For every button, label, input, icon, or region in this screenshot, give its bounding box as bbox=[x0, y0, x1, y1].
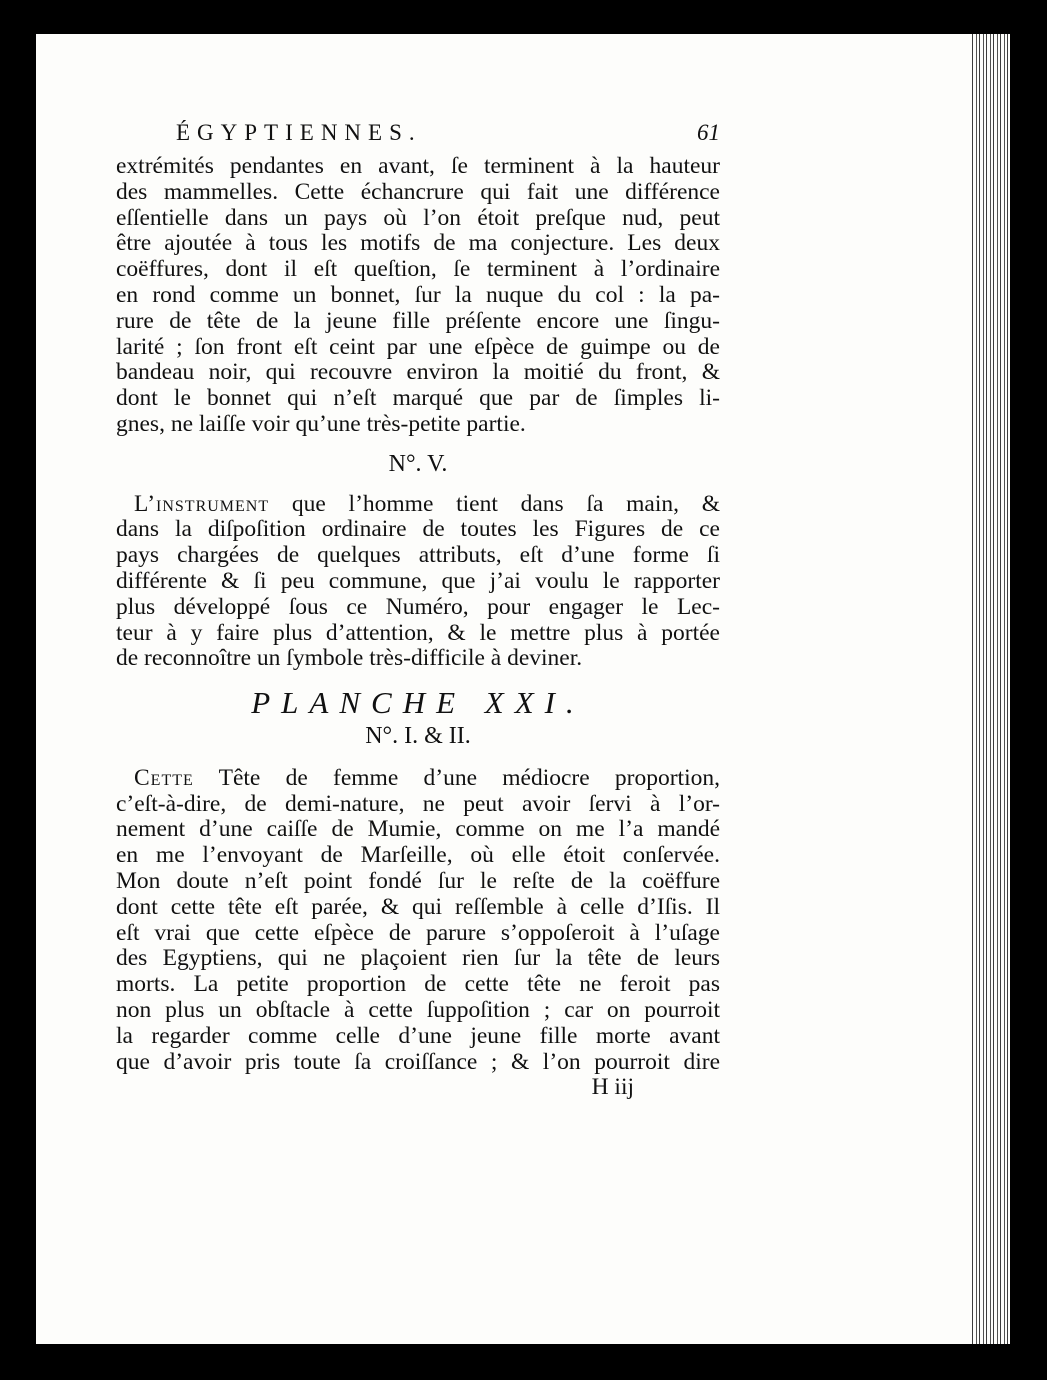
page-edge-shadow bbox=[970, 34, 1010, 1344]
page-number: 61 bbox=[697, 120, 720, 145]
text-line: teur à y faire plus d’attention, & le mettre plus à portée bbox=[116, 619, 720, 646]
section-heading-no1-2: N°. I. & II. bbox=[365, 722, 471, 749]
text-line: nement d’une caiſſe de Mumie, comme on me l’a mandé bbox=[116, 816, 720, 843]
text-line: différente & ſi peu commune, que j’ai voulu le rapporter bbox=[116, 567, 720, 594]
section-heading-no5: N°. V. bbox=[388, 450, 448, 477]
line-rest: que l’homme tient dans ſa main, & bbox=[269, 490, 720, 517]
text-line: des mammelles. Cette échancrure qui fait une différence bbox=[116, 178, 720, 205]
text-line: extrémités pendantes en avant, ſe terminent à la hauteur bbox=[116, 153, 720, 179]
text-line bbox=[116, 766, 720, 792]
text-block bbox=[116, 120, 720, 1101]
text-line: de reconnoître un ſymbole très-difficile à deviner. bbox=[116, 645, 583, 672]
text-line: la regarder comme celle d’une jeune fille morte avant bbox=[116, 1022, 720, 1049]
running-title: ÉGYPTIENNES. bbox=[176, 120, 422, 145]
text-line: dont le bonnet qui n’eſt marqué que par de ſimples li- bbox=[116, 385, 720, 412]
plate-title: PLANCHE XXI. bbox=[251, 685, 585, 721]
line-rest: Tête de femme d’une médiocre proportion, bbox=[193, 764, 720, 791]
text-line bbox=[116, 492, 720, 518]
text-line: que d’avoir pris toute ſa croiſſance ; & l’on pourroit dire bbox=[116, 1048, 720, 1075]
book-page bbox=[36, 34, 1010, 1344]
text-line: dont cette tête eſt parée, & qui reſſemble à celle d’Iſis. Il bbox=[116, 893, 720, 920]
text-line: en me l’envoyant de Marſeille, où elle étoit conſervée. bbox=[116, 842, 720, 869]
text-line: eſſentielle dans un pays où l’on étoit preſque nud, peut bbox=[116, 204, 720, 231]
paragraph-1 bbox=[116, 154, 720, 438]
text-line: coëffures, dont il eſt queſtion, ſe terminent à l’ordinaire bbox=[116, 256, 720, 283]
text-line: des Egyptiens, qui ne plaçoient rien ſur la tête de leurs bbox=[116, 945, 720, 972]
text-line: eſt vrai que cette eſpèce de parure s’oppoſeroit à l’uſage bbox=[116, 919, 720, 946]
text-line: être ajoutée à tous les motifs de ma conjecture. Les deux bbox=[116, 230, 720, 257]
signature-mark: H iij bbox=[591, 1074, 634, 1101]
text-line: bandeau noir, qui recouvre environ la moitié du front, & bbox=[116, 359, 720, 386]
paragraph-3 bbox=[116, 766, 720, 1076]
text-line: morts. La petite proportion de cette tête ne feroit pas bbox=[116, 971, 720, 998]
text-line: dans la diſpoſition ordinaire de toutes les Figures de ce bbox=[116, 516, 720, 543]
text-line: larité ; ſon front eſt ceint par une eſpèce de guimpe ou de bbox=[116, 333, 720, 360]
paragraph-2 bbox=[116, 492, 720, 673]
text-line: pays chargées de quelques attributs, eſt d’une forme ſi bbox=[116, 542, 720, 569]
lead-word: Cette bbox=[134, 764, 194, 791]
text-line: en rond comme un bonnet, ſur la nuque du col : la pa- bbox=[116, 281, 720, 308]
text-line: Mon doute n’eſt point fondé ſur le reſte de la coëffure bbox=[116, 867, 720, 894]
text-line: c’eſt-à-dire, de demi-nature, ne peut avoir ſervi à l’or- bbox=[116, 790, 720, 817]
text-line: non plus un obſtacle à cette ſuppoſition ; car on pourroit bbox=[116, 996, 720, 1023]
text-line: gnes, ne laiſſe voir qu’une très-petite partie. bbox=[116, 410, 526, 437]
text-line: plus développé ſous ce Numéro, pour engager le Lec- bbox=[116, 593, 720, 620]
lead-word: L’instrument bbox=[134, 490, 270, 517]
running-head bbox=[116, 120, 720, 154]
text-line: rure de tête de la jeune fille préſente encore une ſingu- bbox=[116, 307, 720, 334]
